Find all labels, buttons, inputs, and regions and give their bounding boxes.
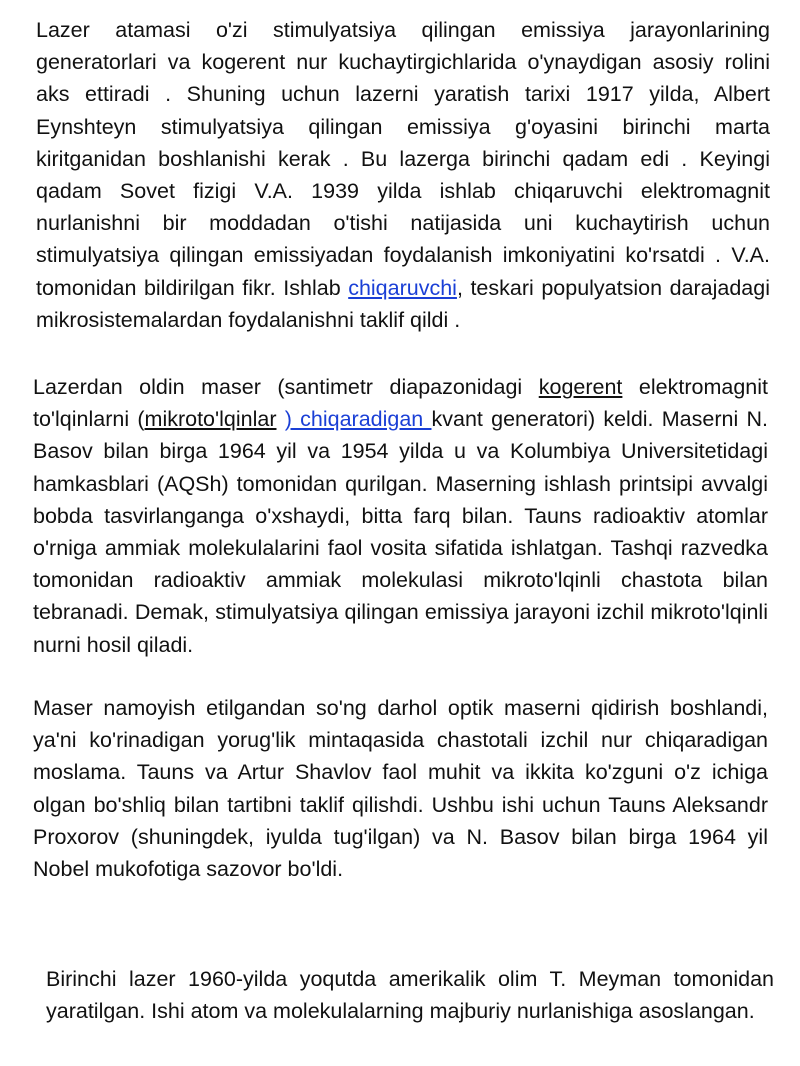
paragraph-optical-maser <box>33 692 768 885</box>
paragraph-text: , teskari populyatsion darajadagi mikrosistemalardan foydalanishni taklif qildi . <box>36 275 770 332</box>
underlined-term-mikrotolqinlar: mikroto'lqinlar <box>144 407 277 432</box>
link-chiqaradigan[interactable]: ) chiqaradigan <box>284 407 432 432</box>
paragraph-text: Lazer atamasi o'zi stimulyatsiya qilingan emissiya jarayonlarining generatorlari va kogerent nur kuchaytirgichlarida o'ynaydigan asosiy rolini aks ettiradi . Shuning uchun lazerni yaratish tarixi 1917 yilda, Albert Eynshteyn stimulyatsiya qilingan emissiya g'oyasini birinchi marta kiritganidan boshlanishi kerak . Bu lazerga birinchi qadam edi . Keyingi qadam Sovet fizigi V.A. 1939 yilda ishlab chiqaruvchi elektromagnit nurlanishni bir moddadan o'tishi natijasida uni kuchaytirish uchun stimulyatsiya qilingan emissiyadan foydalanish imkoniyatini ko'rsatdi . V.A. tomonidan bildirilgan fikr. Ishlab <box>36 18 770 300</box>
link-chiqaruvchi[interactable]: chiqaruvchi <box>348 275 457 300</box>
underlined-term-kogerent: kogerent <box>538 375 623 399</box>
paragraph-text: kvant generatori) keldi. Maserni N. Basov bilan birga 1964 yil va 1954 yilda u va Kolumbiya Universitetidagi hamkasblari (AQSh) tomonidan qurilgan. Maserning ishlash printsipi avvalgi bobda tasvirlanganga o'xshaydi, bitta farq bilan. Tauns radioaktiv atomlar o'rniga ammiak molekulalarini faol vosita sifatida ishlatgan. Tashqi razvedka tomonidan radioaktiv ammiak molekulasi mikroto'lqinli chastota bilan tebranadi. Demak, stimulyatsiya qilingan emissiya jarayoni izchil mikroto'lqinli nurni hosil qiladi. <box>33 407 768 657</box>
paragraph-text <box>276 407 284 431</box>
paragraph-text: Lazerdan oldin maser (santimetr diapazonidagi <box>33 375 539 399</box>
paragraph-first-laser <box>46 963 774 1027</box>
paragraph-text: Birinchi lazer 1960-yilda yoqutda amerikalik olim T. Meyman tomonidan yaratilgan. Ishi atom va molekulalarning majburiy nurlanishiga asoslangan. <box>46 967 774 1024</box>
paragraph-maser <box>33 371 768 661</box>
paragraph-laser-term-history <box>36 14 770 336</box>
paragraph-text: elektromagnit to'lqinlarni ( <box>33 375 768 432</box>
paragraph-text: Maser namoyish etilgandan so'ng darhol optik maserni qidirish boshlandi, ya'ni ko'rinadigan yorug'lik mintaqasida chastotali izchil nur chiqaradigan moslama. Tauns va Artur Shavlov faol muhit va ikkita ko'zguni o'z ichiga olgan bo'shliq bilan tartibni taklif qilishdi. Ushbu ishi uchun Tauns Aleksandr Proxorov (shuningdek, iyulda tug'ilgan) va N. Basov bilan birga 1964 yil Nobel mukofotiga sazovor bo'ldi. <box>33 696 768 882</box>
